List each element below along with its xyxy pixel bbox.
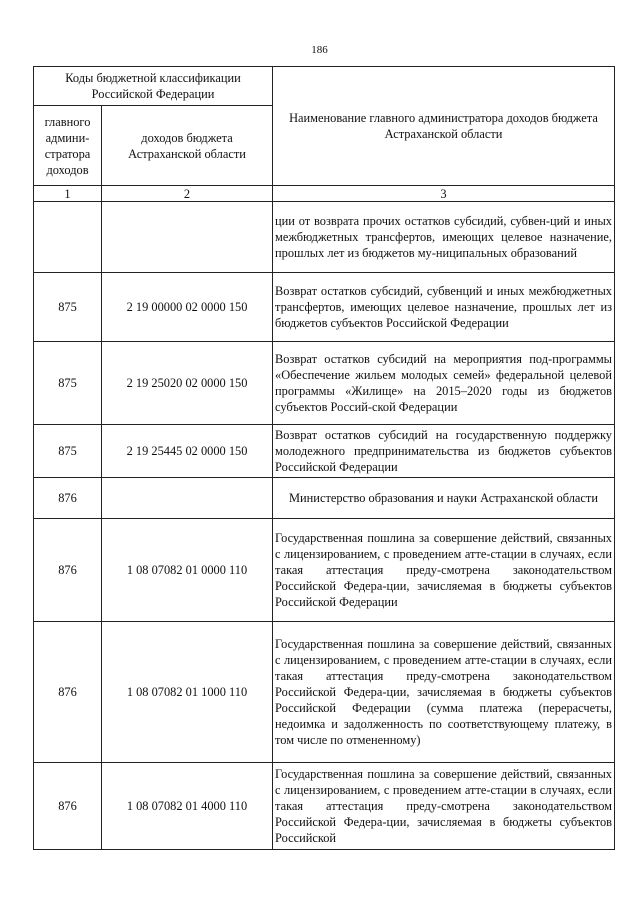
table-row (34, 425, 615, 478)
income-code: 1 08 07082 01 0000 110 (102, 519, 273, 622)
income-code (102, 478, 273, 519)
income-name: Государственная пошлина за совершение действий, связанных с лицензированием, с проведением атте-стации в случаях, если такая аттестация преду-смотрена законодательством Российской Федера-ции, зачисляемая в бюджеты субъектов Российской Федерации (273, 519, 615, 622)
income-name: Возврат остатков субсидий на государственную поддержку молодежного предпринимательства из бюджетов субъектов Российской Федерации (273, 425, 615, 478)
table-row (34, 519, 615, 622)
admin-code: 875 (34, 342, 102, 425)
admin-code: 875 (34, 425, 102, 478)
admin-code (34, 202, 102, 273)
header-number-1: 1 (34, 186, 102, 202)
budget-classification-table (33, 66, 615, 850)
income-code (102, 202, 273, 273)
income-code: 2 19 25020 02 0000 150 (102, 342, 273, 425)
page-number: 186 (311, 44, 328, 56)
admin-code: 876 (34, 519, 102, 622)
admin-code: 875 (34, 273, 102, 342)
income-name: Государственная пошлина за совершение действий, связанных с лицензированием, с проведением атте-стации в случаях, если такая аттестация преду-смотрена законодательством Российской Федера-ции, зачисляемая в бюджеты субъектов Российской Федерации (сумма платежа (перерасчеты, недоимка и задолженность по соответствующему платежу, в том числе по отмененному) (273, 622, 615, 763)
income-code: 1 08 07082 01 4000 110 (102, 763, 273, 850)
table-row (34, 342, 615, 425)
table-row (34, 478, 615, 519)
income-code: 2 19 00000 02 0000 150 (102, 273, 273, 342)
table-row (34, 622, 615, 763)
admin-code: 876 (34, 763, 102, 850)
header-code-column: доходов бюджета Астраханской области (102, 106, 273, 186)
table-row (34, 763, 615, 850)
income-code: 2 19 25445 02 0000 150 (102, 425, 273, 478)
income-name: Возврат остатков субсидий на мероприятия под-программы «Обеспечение жильем молодых семей» федеральной целевой программы «Жилище» на 2015–2020 годы из бюджетов субъектов Россий-ской Федерации (273, 342, 615, 425)
income-name: Государственная пошлина за совершение действий, связанных с лицензированием, с проведением атте-стации в случаях, если такая аттестация преду-смотрена законодательством Российской Федера-ции, зачисляемая в бюджеты субъектов Российской (273, 763, 615, 850)
income-code: 1 08 07082 01 1000 110 (102, 622, 273, 763)
header-name-column: Наименование главного администратора доходов бюджета Астраханской области (273, 67, 615, 186)
header-admin-column: главного админи-стратора доходов (34, 106, 102, 186)
header-number-2: 2 (102, 186, 273, 202)
header-codes-group: Коды бюджетной классификации Российской Федерации (34, 67, 273, 106)
header-number-3: 3 (273, 186, 615, 202)
administrator-name: Министерство образования и науки Астраханской области (273, 478, 615, 519)
admin-code: 876 (34, 478, 102, 519)
income-name: ции от возврата прочих остатков субсидий, субвен-ций и иных межбюджетных трансфертов, имеющих целевое назначение, прошлых лет из бюджетов му-ниципальных образований (273, 202, 615, 273)
admin-code: 876 (34, 622, 102, 763)
table-row (34, 273, 615, 342)
income-name: Возврат остатков субсидий, субвенций и иных межбюджетных трансфертов, имеющих целевое назначение, прошлых лет из бюджетов субъектов Российской Федерации (273, 273, 615, 342)
table-row (34, 202, 615, 273)
